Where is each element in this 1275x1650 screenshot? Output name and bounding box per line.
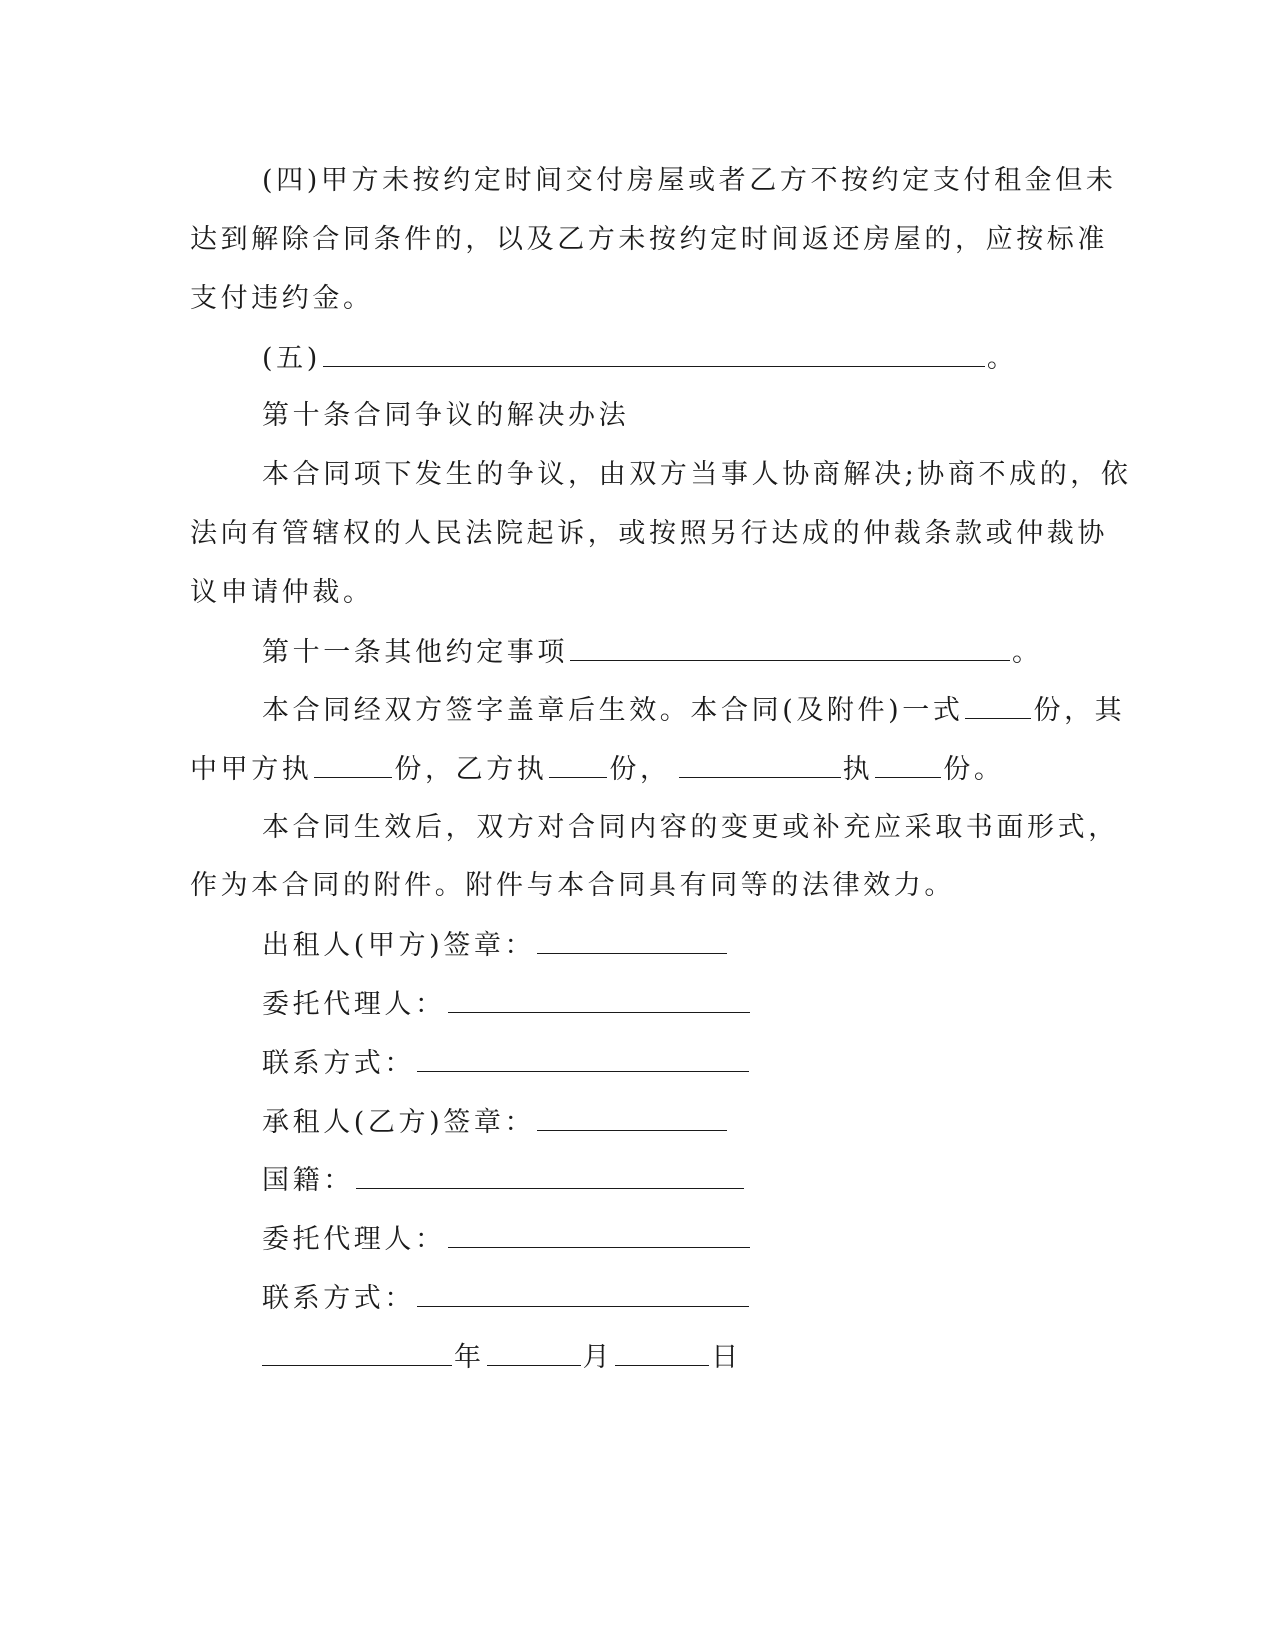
other-holder-blank[interactable]	[679, 751, 841, 778]
article-10-line-3: 议申请仲裁。	[190, 577, 374, 608]
lessor-signature-label: 出租人(甲方)签章：	[262, 930, 536, 961]
contact-1-row	[262, 1045, 1162, 1082]
party-b-copies-blank[interactable]	[549, 751, 607, 778]
date-month-blank[interactable]	[487, 1339, 581, 1366]
contact-2-blank[interactable]	[417, 1280, 749, 1307]
clause-5	[262, 340, 1162, 377]
effect-text-2: 份，其	[1033, 695, 1126, 726]
article-11-blank[interactable]	[570, 634, 1010, 661]
clause-5-end: 。	[986, 343, 1018, 374]
nationality-blank[interactable]	[356, 1162, 744, 1189]
date-day-label: 日	[711, 1342, 742, 1373]
other-copies-blank[interactable]	[875, 751, 941, 778]
contact-1-label: 联系方式：	[262, 1048, 415, 1079]
nationality-label: 国籍：	[262, 1165, 354, 1196]
article-10-line-2: 法向有管辖权的人民法院起诉，或按照另行达成的仲裁条款或仲裁协	[190, 518, 1108, 549]
article-10-line-1: 本合同项下发生的争议，由双方当事人协商解决;协商不成的，依	[262, 459, 1132, 490]
date-year-blank[interactable]	[262, 1339, 452, 1366]
lessor-signature-row	[262, 927, 1162, 964]
contact-2-row	[262, 1280, 1162, 1317]
date-year-label: 年	[454, 1342, 485, 1373]
agent-1-label: 委托代理人：	[262, 989, 446, 1020]
article-11	[262, 634, 1162, 671]
effect-text-6: 执	[842, 754, 874, 785]
contact-1-blank[interactable]	[417, 1045, 749, 1072]
effect-text-5: 份，	[609, 754, 671, 785]
clause-4-line-1: (四)甲方未按约定时间交付房屋或者乙方不按约定支付租金但未	[262, 165, 1117, 196]
amend-line-2: 作为本合同的附件。附件与本合同具有同等的法律效力。	[190, 870, 955, 901]
agent-1-row	[262, 986, 1162, 1023]
agent-1-blank[interactable]	[448, 986, 750, 1013]
amend-line-1: 本合同生效后，双方对合同内容的变更或补充应采取书面形式，	[262, 812, 1119, 843]
clause-5-label: (五)	[262, 343, 321, 374]
effect-text-3: 中甲方执	[190, 754, 313, 785]
article-11-label: 第十一条其他约定事项	[262, 637, 568, 668]
effect-text-1: 本合同经双方签字盖章后生效。本合同(及附件)一式	[262, 695, 964, 726]
clause-4-line-2: 达到解除合同条件的，以及乙方未按约定时间返还房屋的，应按标准	[190, 224, 1108, 255]
date-day-blank[interactable]	[615, 1339, 709, 1366]
effect-text-7: 份。	[943, 754, 1005, 785]
lessee-signature-row	[262, 1104, 1162, 1141]
lessee-signature-blank[interactable]	[537, 1104, 727, 1131]
lessor-signature-blank[interactable]	[537, 927, 727, 954]
party-a-copies-blank[interactable]	[314, 751, 392, 778]
agent-2-label: 委托代理人：	[262, 1224, 446, 1255]
effect-line-2	[190, 751, 1090, 788]
article-10-heading: 第十条合同争议的解决办法	[262, 400, 630, 431]
agent-2-blank[interactable]	[448, 1221, 750, 1248]
clause-5-blank[interactable]	[323, 340, 985, 367]
total-copies-blank[interactable]	[965, 692, 1031, 719]
lessee-signature-label: 承租人(乙方)签章：	[262, 1107, 536, 1138]
clause-4-line-3: 支付违约金。	[190, 283, 374, 314]
agent-2-row	[262, 1221, 1162, 1258]
article-11-end: 。	[1012, 637, 1043, 668]
effect-line-1	[262, 692, 1162, 729]
date-row	[262, 1339, 1162, 1376]
nationality-row	[262, 1162, 1162, 1199]
contact-2-label: 联系方式：	[262, 1283, 415, 1314]
date-month-label: 月	[582, 1342, 614, 1373]
effect-text-4: 份，乙方执	[394, 754, 548, 785]
